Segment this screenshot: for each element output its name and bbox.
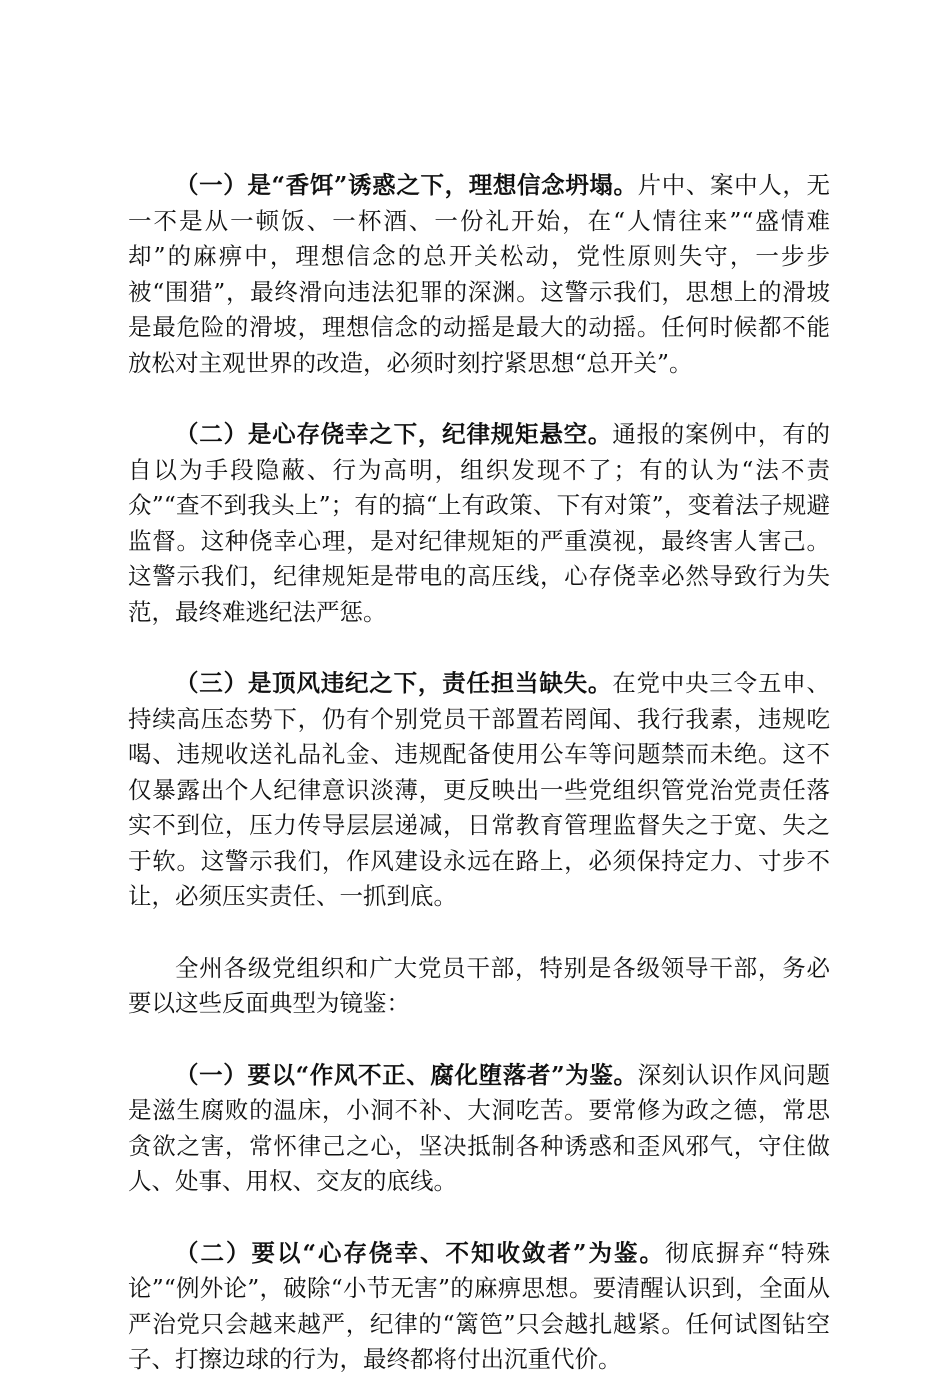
paragraph-5-heading: （一）要以“作风不正、腐化堕落者”为鉴。 [175,1060,638,1089]
paragraph-3 [128,666,830,915]
paragraph-6-heading: （二）要以“心存侥幸、不知收敛者”为鉴。 [175,1238,665,1267]
paragraph-5-body: 深刻认识作风问题是滋生腐败的温床，小洞不补、大洞吃苦。要常修为政之德，常思贪欲之害，常怀律己之心，坚决抵制各种诱惑和歪风邪气，守住做人、处事、用权、交友的底线。 [128,1060,830,1195]
paragraph-1 [128,168,830,381]
paragraph-1-heading: （一）是“香饵”诱惑之下，理想信念坍塌。 [175,171,638,199]
paragraph-4-body: 全州各级党组织和广大党员干部，特别是各级领导干部，务必要以这些反面典型为镜鉴： [128,953,830,1017]
paragraph-2-body: 通报的案例中，有的自以为手段隐蔽、行为高明，组织发现不了；有的认为“法不责众”“查不到我头上”；有的搞“上有政策、下有对策”，变着法子规避监督。这种侥幸心理，是对纪律规矩的严重漠视，最终害人害己。这警示我们，纪律规矩是带电的高压线，心存侥幸必然导致行为失范，最终难逃纪法严惩。 [128,420,831,626]
paragraph-1-body: 片中、案中人，无一不是从一顿饭、一杯酒、一份礼开始，在“人情往来”“盛情难却”的麻痹中，理想信念的总开关松动，党性原则失守，一步步被“围猎”，最终滑向违法犯罪的深渊。这警示我们，思想上的滑坡是最危险的滑坡，理想信念的动摇是最大的动摇。任何时候都不能放松对主观世界的改造，必须时刻拧紧思想“总开关”。 [128,171,830,377]
paragraph-3-heading: （三）是顶风违纪之下，责任担当缺失。 [175,669,613,697]
paragraph-6-body: 彻底摒弃“特殊论”“例外论”，破除“小节无害”的麻痹思想。要清醒认识到，全面从严治党只会越来越严，纪律的“篱笆”只会越扎越紧。任何试图钻空子、打擦边球的行为，最终都将付出沉重代价。 [128,1238,830,1373]
paragraph-4 [128,951,830,1022]
paragraph-6 [128,1236,830,1378]
paragraph-2-heading: （二）是心存侥幸之下，纪律规矩悬空。 [175,420,613,448]
paragraph-5 [128,1058,830,1200]
document-page [128,168,830,1378]
paragraph-2 [128,417,830,630]
paragraph-3-body: 在党中央三令五申、持续高压态势下，仍有个别党员干部置若罔闻、我行我素，违规吃喝、违规收送礼品礼金、违规配备使用公车等问题禁而未绝。这不仅暴露出个人纪律意识淡薄，更反映出一些党组织管党治党责任落实不到位，压力传导层层递减，日常教育管理监督失之于宽、失之于软。这警示我们，作风建设永远在路上，必须保持定力、寸步不让，必须压实责任、一抓到底。 [128,669,831,910]
